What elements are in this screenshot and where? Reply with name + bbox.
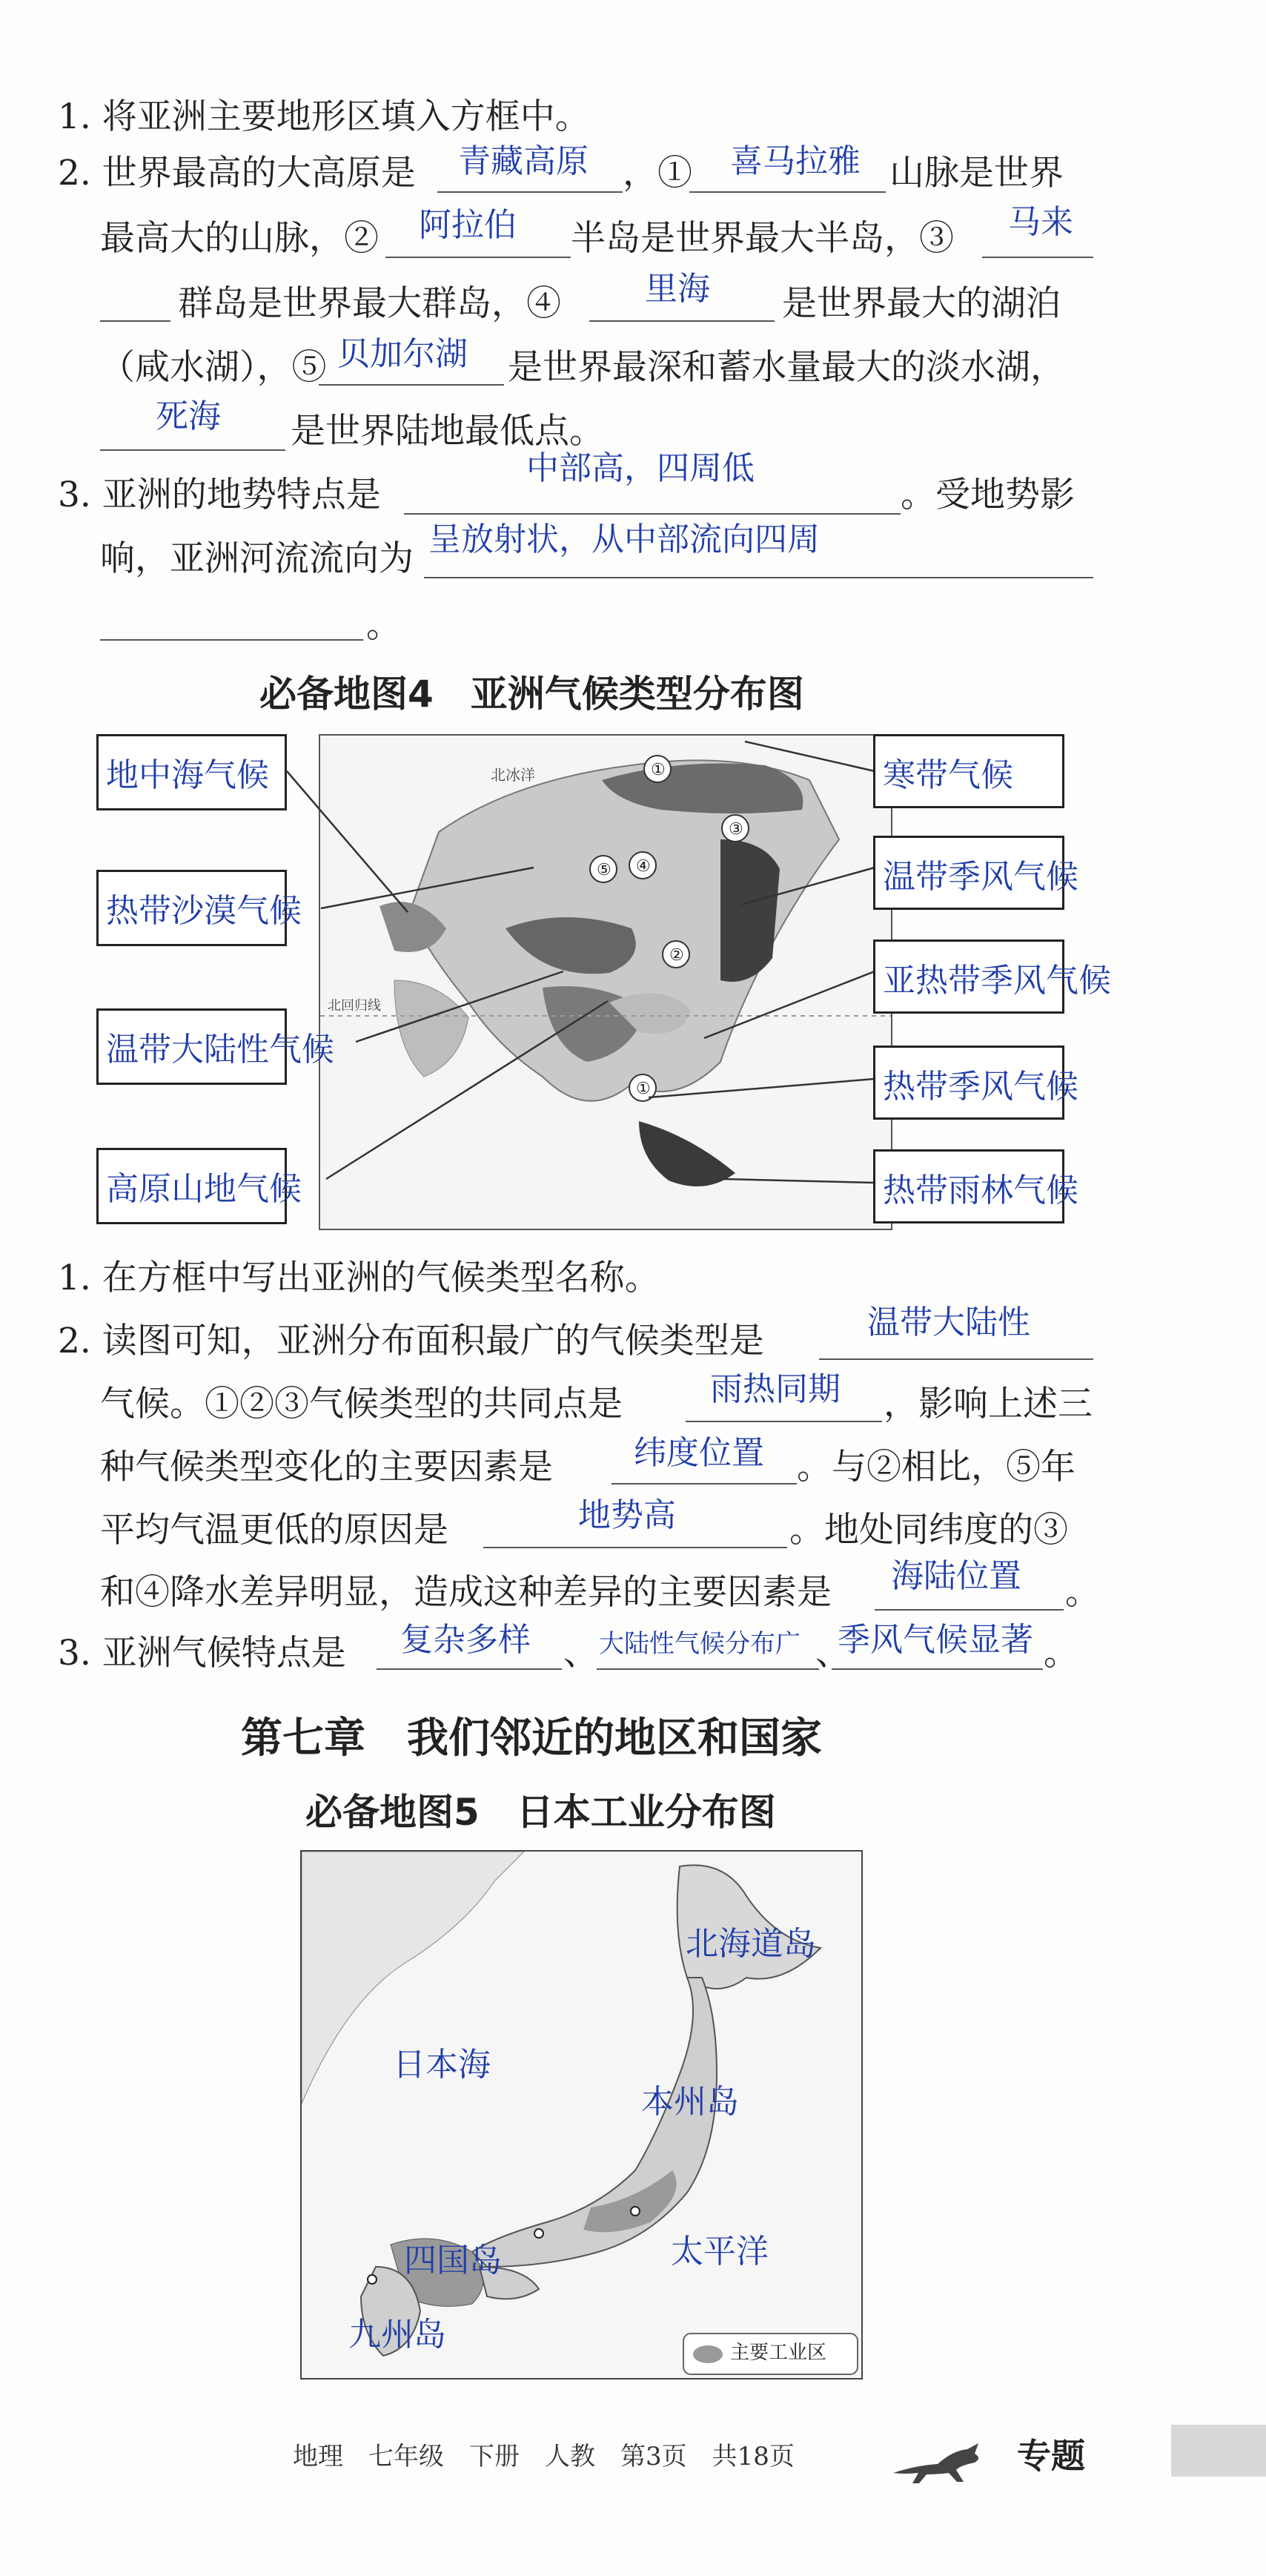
answer-plateau: 青藏高原 bbox=[458, 142, 589, 180]
answer-factor: 纬度位置 bbox=[634, 1434, 764, 1472]
question-1-3-line3: 。 bbox=[366, 605, 401, 646]
answer-common: 雨热同期 bbox=[710, 1370, 841, 1408]
question-2-2-line4a: 平均气温更低的原因是 bbox=[100, 1510, 448, 1550]
question-1-1: 1. 将亚洲主要地形区填入方框中。 bbox=[58, 96, 590, 137]
climate-box-polar: 寒带气候 bbox=[873, 734, 1064, 808]
svg-text:⑤: ⑤ bbox=[597, 861, 612, 879]
answer-diff: 海陆位置 bbox=[891, 1557, 1021, 1595]
question-1-2-line3b: 是世界最大的湖泊 bbox=[782, 283, 1061, 324]
answer-fresh-lake: 贝加尔湖 bbox=[337, 335, 468, 373]
question-1-3-line1a: 3. 亚洲的地势特点是 bbox=[58, 475, 381, 515]
question-2-3-sep1: 、 bbox=[563, 1633, 598, 1674]
blank-diff bbox=[875, 1609, 1064, 1611]
question-1-2-line1c: 山脉是世界 bbox=[889, 153, 1064, 194]
question-2-2-line2b: ，影响上述三 bbox=[884, 1384, 1093, 1424]
map-label-hokkaido: 北海道岛 bbox=[686, 1925, 816, 1963]
blank-trait1 bbox=[377, 1668, 562, 1670]
question-1-2-line4a: （咸水湖），⑤ bbox=[100, 347, 327, 388]
map-label-arctic: 北冰洋 bbox=[491, 766, 535, 784]
blank-trait2 bbox=[597, 1668, 819, 1670]
chapter-title: 第七章 我们邻近的地区和国家 bbox=[241, 1714, 822, 1763]
answer-rivers: 呈放射状，从中部流向四周 bbox=[428, 521, 820, 558]
map-label-pacific: 太平洋 bbox=[671, 2233, 769, 2270]
svg-text:④: ④ bbox=[636, 857, 651, 876]
map5-title: 必备地图5 日本工业分布图 bbox=[305, 1791, 776, 1834]
topic-tag: 专题 bbox=[1017, 2436, 1085, 2476]
answer-mountains: 喜马拉雅 bbox=[730, 142, 861, 180]
answer-islands: 马来 bbox=[1008, 203, 1073, 241]
question-2-2-line5b: 。 bbox=[1065, 1572, 1100, 1613]
climate-box-highland: 高原山地气候 bbox=[96, 1148, 287, 1224]
blank-common bbox=[686, 1421, 882, 1422]
map-label-shikoku: 四国岛 bbox=[404, 2242, 502, 2279]
answer-widest: 温带大陆性 bbox=[867, 1304, 1030, 1341]
answer-peninsula: 阿拉伯 bbox=[419, 206, 517, 244]
blank-factor bbox=[612, 1483, 797, 1484]
question-2-3-end: 。 bbox=[1044, 1633, 1078, 1674]
question-1-2-line3a: 群岛是世界最大群岛，④ bbox=[178, 283, 561, 324]
climate-box-subtropical-monsoon: 亚热带季风气候 bbox=[873, 939, 1064, 1014]
answer-trait3: 季风气候显著 bbox=[838, 1621, 1033, 1659]
question-1-2-line2a: 最高大的山脉，② bbox=[100, 218, 379, 259]
answer-terrain: 中部高，四周低 bbox=[526, 449, 755, 487]
answer-trait2: 大陆性气候分布广 bbox=[599, 1629, 801, 1659]
climate-box-tropical-monsoon: 热带季风气候 bbox=[873, 1046, 1064, 1120]
blank-trait3 bbox=[832, 1668, 1043, 1670]
horse-icon bbox=[886, 2436, 997, 2491]
map-label-kyushu: 九州岛 bbox=[348, 2316, 446, 2354]
question-1-2-line1b: ，① bbox=[623, 153, 692, 194]
svg-text:①: ① bbox=[636, 1080, 651, 1098]
topic-tag-bar bbox=[1171, 2425, 1266, 2477]
question-2-3a: 3. 亚洲气候特点是 bbox=[58, 1633, 346, 1674]
footer-info: 地理 七年级 下册 人教 第3页 共18页 bbox=[293, 2442, 795, 2471]
legend-industrial-zone: 主要工业区 bbox=[730, 2342, 827, 2364]
question-1-2-line2b: 半岛是世界最大半岛，③ bbox=[571, 218, 954, 259]
question-2-2-line1: 2. 读图可知，亚洲分布面积最广的气候类型是 bbox=[58, 1321, 764, 1361]
question-1-2-line5: 是世界陆地最低点。 bbox=[291, 411, 604, 452]
climate-box-tropical-desert: 热带沙漠气候 bbox=[96, 870, 287, 946]
question-2-2-line5a: 和④降水差异明显，造成这种差异的主要因素是 bbox=[100, 1572, 832, 1613]
svg-text:②: ② bbox=[669, 946, 684, 965]
climate-box-temperate-continental: 温带大陆性气候 bbox=[96, 1008, 287, 1085]
climate-box-tropical-rainforest: 热带雨林气候 bbox=[873, 1149, 1064, 1223]
question-2-1: 1. 在方框中写出亚洲的气候类型名称。 bbox=[58, 1258, 660, 1298]
map4-title: 必备地图4 亚洲气候类型分布图 bbox=[259, 673, 804, 716]
climate-box-temperate-monsoon: 温带季风气候 bbox=[873, 836, 1064, 910]
question-1-3-line1b: 。受地势影 bbox=[901, 475, 1075, 515]
map-label-sea-of-japan: 日本海 bbox=[393, 2046, 491, 2084]
blank-widest bbox=[819, 1358, 1093, 1360]
question-1-2-line4b: 是世界最深和蓄水量最大的淡水湖， bbox=[508, 347, 1065, 388]
blank-reason bbox=[483, 1547, 787, 1548]
answer-reason: 地势高 bbox=[578, 1496, 676, 1534]
question-2-2-line3b: 。与②相比，⑤年 bbox=[797, 1447, 1076, 1487]
question-2-2-line3a: 种气候类型变化的主要因素是 bbox=[100, 1447, 553, 1487]
question-2-2-line2a: 气候。①②③气候类型的共同点是 bbox=[100, 1384, 623, 1424]
climate-box-mediterranean: 地中海气候 bbox=[96, 734, 287, 810]
question-2-3-sep2: 、 bbox=[815, 1633, 850, 1674]
answer-lowest: 死海 bbox=[156, 397, 221, 435]
map-label-tropic: 北回归线 bbox=[328, 998, 381, 1014]
question-1-3-line2: 响，亚洲河流流向为 bbox=[100, 538, 414, 579]
question-1-2-line1a: 2. 世界最高的大高原是 bbox=[58, 153, 416, 194]
svg-text:①: ① bbox=[651, 761, 666, 779]
question-2-2-line4b: 。地处同纬度的③ bbox=[789, 1510, 1068, 1550]
answer-trait1: 复杂多样 bbox=[400, 1621, 531, 1659]
map-label-honshu: 本州岛 bbox=[641, 2083, 739, 2121]
answer-salt-lake: 里海 bbox=[645, 270, 710, 308]
svg-text:③: ③ bbox=[729, 820, 743, 839]
